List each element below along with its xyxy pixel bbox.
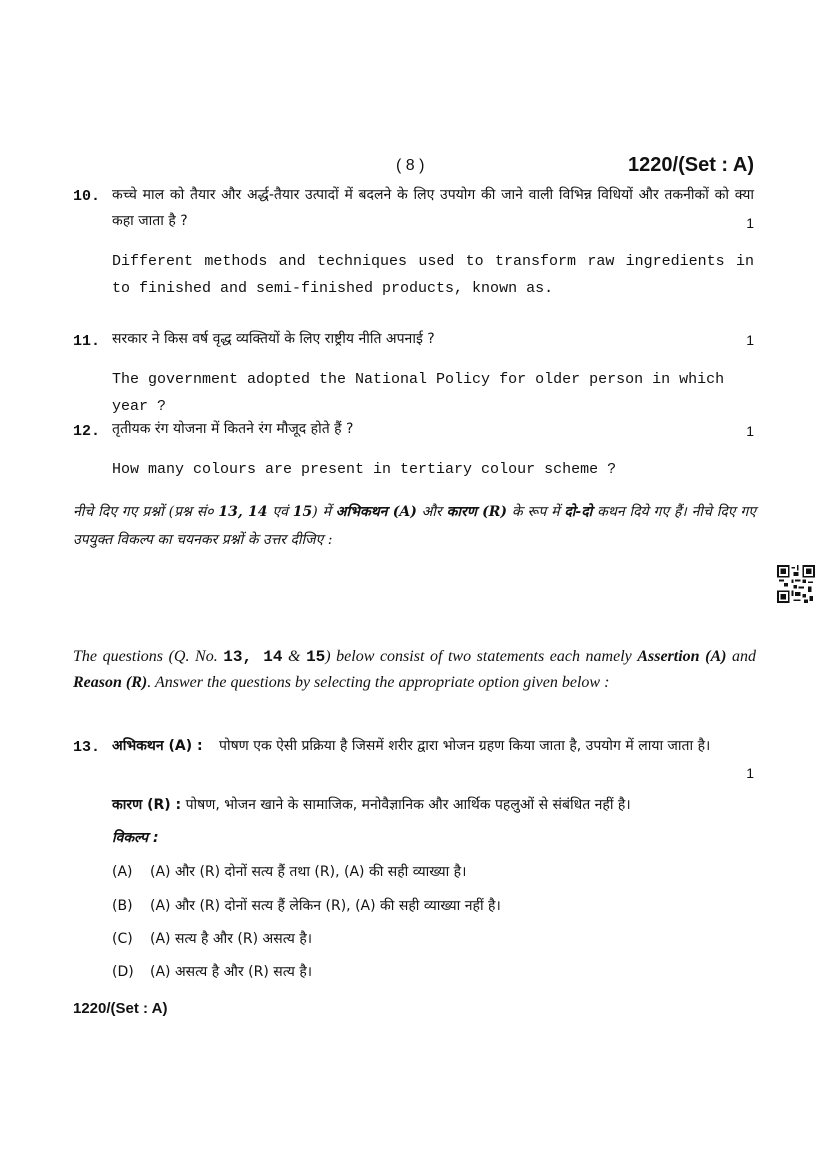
set-code-header: 1220/(Set : A) <box>628 154 754 176</box>
reason-label: कारण (R) : <box>112 797 182 813</box>
option-a <box>112 862 754 881</box>
option-letter: (A) <box>112 864 133 880</box>
option-text: (A) और (R) दोनों सत्य हैं लेकिन (R), (A) की सही व्याख्या नहीं है। <box>150 898 501 914</box>
reason-text: पोषण, भोजन खाने के सामाजिक, मनोवैज्ञानिक और आर्थिक पहलुओं से संबंधित नहीं है। <box>185 797 631 813</box>
option-letter: (C) <box>112 931 133 947</box>
question-11-english: The government adopted the National Policy for older person in which year ? <box>112 371 725 415</box>
question-11-marks: 1 <box>746 332 754 348</box>
qr-code-icon <box>777 565 815 603</box>
question-12-hindi: तृतीयक रंग योजना में कितने रंग मौजूद होते हैं ? <box>112 421 354 437</box>
question-10-marks: 1 <box>746 215 754 231</box>
assertion-label: अभिकथन (A) : <box>112 738 203 754</box>
option-text: (A) सत्य है और (R) असत्य है। <box>150 931 313 947</box>
page-number: ( 8 ) <box>396 157 425 174</box>
option-letter: (D) <box>112 964 134 980</box>
question-number-11: 11. <box>73 333 101 350</box>
question-number-12: 12. <box>73 423 101 440</box>
question-10-hindi: कच्चे माल को तैयार और अर्द्ध-तैयार उत्पादों में बदलने के लिए उपयोग की जाने वाली विभिन्न विधियों और तकनीकों को क्या कहा जाता है ? <box>112 187 754 229</box>
option-b <box>112 896 754 915</box>
options-label: विकल्प : <box>112 830 159 846</box>
option-d <box>112 962 754 981</box>
question-12-english: How many colours are present in tertiary colour scheme ? <box>112 461 617 478</box>
option-letter: (B) <box>112 898 133 914</box>
instructions-english: The questions (Q. No. 13, 14 & 15) below consist of two statements each namely Assertion (A) and Reason (R). Answer the questions by selecting the appropriate option given below : <box>73 648 757 691</box>
assertion-text: पोषण एक ऐसी प्रक्रिया है जिसमें शरीर द्वारा भोजन ग्रहण किया जाता है, उपयोग में लाया जाता है। <box>219 738 711 754</box>
question-11-hindi: सरकार ने किस वर्ष वृद्ध व्यक्तियों के लिए राष्ट्रीय नीति अपनाई ? <box>112 331 435 347</box>
option-c <box>112 929 754 948</box>
instructions-hindi: नीचे दिए गए प्रश्नों (प्रश्न सं० 13, 14 एवं 15) में अभिकथन (A) और कारण (R) के रूप में दो-दो कथन दिये गए हैं। नीचे दिए गए उपयुक्त विकल्प का चयनकर प्रश्नों के उत्तर दीजिए : <box>73 504 756 548</box>
option-text: (A) असत्य है और (R) सत्य है। <box>150 964 313 980</box>
question-12-marks: 1 <box>746 423 754 439</box>
reason-statement <box>112 792 754 818</box>
question-number-13: 13. <box>73 739 101 756</box>
set-code-footer: 1220/(Set : A) <box>73 1000 168 1017</box>
question-13-marks: 1 <box>746 765 754 781</box>
question-number-10: 10. <box>73 188 101 205</box>
option-text: (A) और (R) दोनों सत्य हैं तथा (R), (A) की सही व्याख्या है। <box>150 864 467 880</box>
question-10-english: Different methods and techniques used to transform raw ingredients in to finished and semi-finished products, known as. <box>112 253 754 297</box>
